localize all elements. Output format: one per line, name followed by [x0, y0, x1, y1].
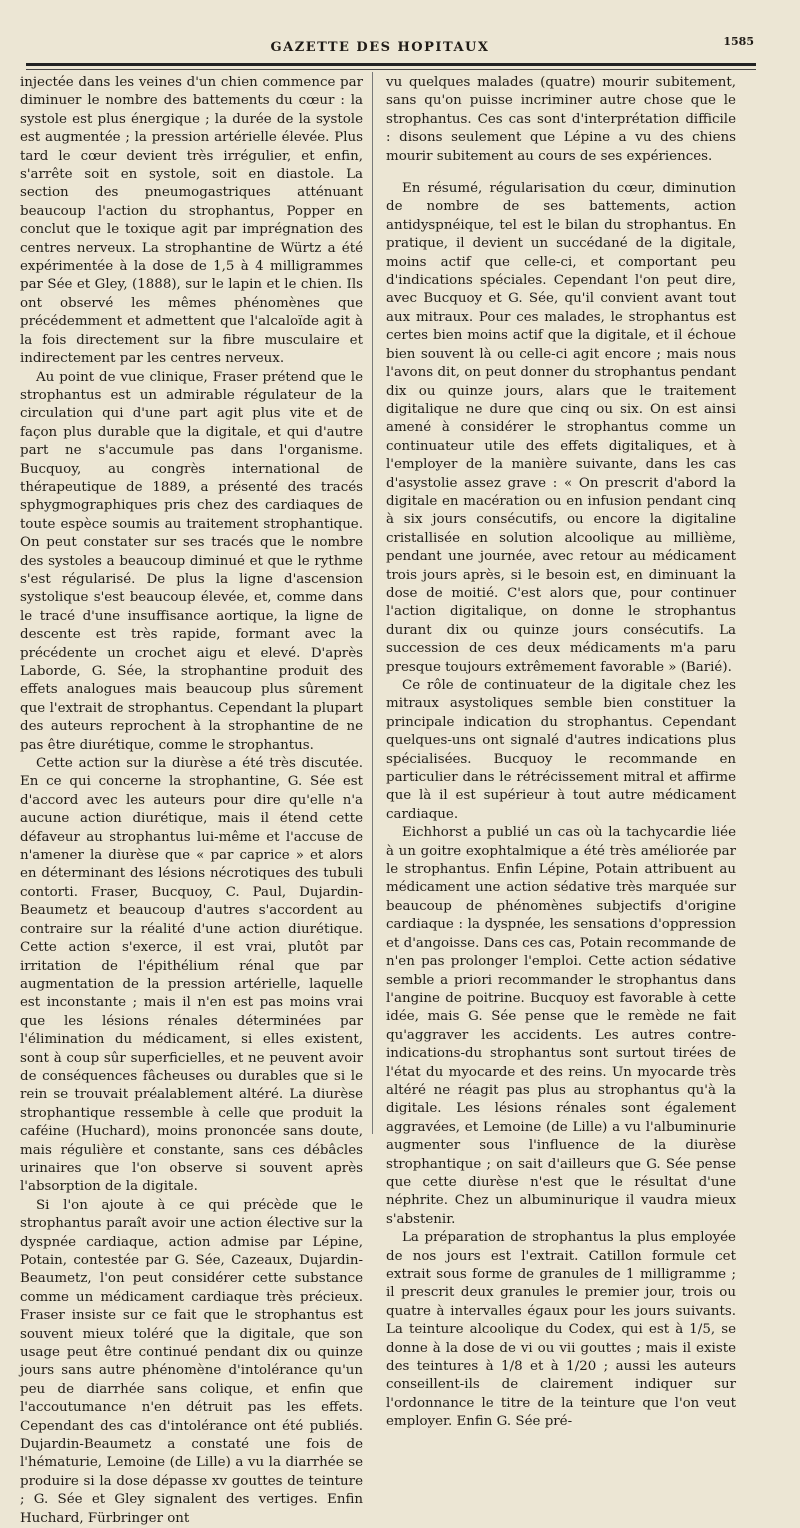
page-header-title: GAZETTE DES HOPITAUX	[270, 40, 490, 55]
paragraph: La préparation de strophantus la plus employée de nos jours est l'extrait. Catillon formule cet extrait sous forme de granules de 1 milligramme ; il prescrit deux granules le premier jour, trois ou quatre à intervalles égaux pour les jours suivants. La teinture alcoolique du Codex, qui est à 1/5, se donne à la dose de vi ou vii gouttes ; mais il existe des teintures à 1/8 et à 1/20 ; aussi les auteurs conseillent-ils de clairement indiquer sur l'ordonnance le titre de la teinture que l'on veut employer. Enfin G. Sée pré-	[386, 1230, 736, 1430]
paragraph: Au point de vue clinique, Fraser prétend que le strophantus est un admirable régulateur de la circulation qui d'une part agit plus vite et de façon plus durable que la digitale, et qui d'autre part ne s'accumule pas dans l'organisme. Bucquoy, au congrès international de thérapeutique de 1889, a présenté des tracés sphygmographiques pris chez des cardiaques de toute espèce soumis au traitement strophantique. On peut constater sur ses tracés que le nombre des systoles a beaucoup diminué et que le rythme s'est régularisé. De plus la ligne d'ascension systolique s'est beaucoup élevée, et, comme dans le tracé d'une insuffisance aortique, la ligne de descente est très rapide, formant avec la précédente un crochet aigu et elevé. D'après Laborde, G. Sée, la strophantine produit des effets analogues mais beaucoup plus sûrement que l'extrait de strophantus. Cependant la plupart des auteurs reprochent à la strophantine de ne pas être diurétique, comme le strophantus.	[20, 369, 363, 753]
paragraph: Cette action sur la diurèse a été très discutée. En ce qui concerne la strophantine, G. Sée est d'accord avec les auteurs pour dire qu'elle n'a aucune action diurétique, mais il étend cette défaveur au strophantus lui-même et l'accuse de n'amener la diurèse que « par caprice » et alors en déterminant des lésions nécrotiques des tubuli contorti. Fraser, Bucquoy, C. Paul, Dujardin-Beaumetz et beaucoup d'autres s'accordent au contraire sur la réalité d'une action diurétique. Cette action s'exerce, il est vrai, plutôt par irritation de l'épithélium rénal que par augmentation de la pression artérielle, laquelle est inconstante ; mais il n'en est pas moins vrai que les lésions rénales déterminées par l'élimination du médicament, si elles existent, sont à coup sûr superficielles, et ne peuvent avoir de conséquences fâcheuses ou durables que si le rein se trouvait préalablement altéré. La diurèse strophantique ressemble à celle que produit la caféine (Huchard), moins prononcée sans doute, mais régulière et constante, sans ces débâcles urinaires que l'on observe si souvent après l'absorption de la digitale.	[20, 756, 363, 1195]
header-rule-thin	[26, 69, 756, 70]
page-number: 1585	[723, 35, 754, 48]
paragraph: vu quelques malades (quatre) mourir subitement, sans qu'on puisse incriminer autre chose que le strophantus. Ces cas sont d'interprétation difficile : disons seulement que Lépine a vu des chiens mourir subitement au cours de ses expériences.	[386, 75, 736, 164]
paragraph: injectée dans les veines d'un chien commence par diminuer le nombre des battements du cœur : la systole est plus énergique ; la durée de la systole est augmentée ; la pression artérielle élevée. Plus tard le cœur devient très irrégulier, et enfin, s'arrête soit en systole, soit en diastole. La section des pneumogastriques atténuant beaucoup l'action du strophantus, Popper en conclut que le toxique agit par imprégnation des centres nerveux. La strophantine de Würtz a été expérimentée à la dose de 1,5 à 4 milligrammes par Sée et Gley, (1888), sur le lapin et le chien. Ils ont observé les mêmes phénomènes que précédemment et admettent que l'alcaloïde agit à la fois directement sur la fibre musculaire et indirectement par les centres nerveux.	[20, 75, 363, 367]
right-column	[386, 74, 736, 1430]
paragraph: Si l'on ajoute à ce qui précède que le strophantus paraît avoir une action élective sur la dyspnée cardiaque, action admise par Lépine, Potain, contestée par G. Sée, Cazeaux, Dujardin-Beaumetz, l'on peut considérer cette substance comme un médicament cardiaque très précieux. Fraser insiste sur ce fait que le strophantus est souvent mieux toléré que la digitale, que son usage peut être continué pendant dix ou quinze jours sans autre phénomène d'intolérance qu'un peu de diarrhée sans colique, et enfin que l'accoutumance n'en détruit pas les effets. Cependant des cas d'intolérance ont été publiés. Dujardin-Beaumetz a constaté une fois de l'hématurie, Lemoine (de Lille) a vu la diarrhée se produire si la dose dépasse xv gouttes de teinture ; G. Sée et Gley signalent des vertiges. Enfin Huchard, Fürbringer ont	[20, 1197, 363, 1526]
header-rule-thick	[26, 63, 756, 66]
column-divider	[372, 72, 373, 1134]
paragraph: Eichhorst a publié un cas où la tachycardie liée à un goitre exophtalmique a été très améliorée par le strophantus. Enfin Lépine, Potain attribuent au médicament une action sédative très marquée sur beaucoup de phénomènes subjectifs d'origine cardiaque : la dyspnée, les sensations d'oppression et d'angoisse. Dans ces cas, Potain recommande de n'en pas prolonger l'emploi. Cette action sédative semble a priori recommander le strophantus dans l'angine de poitrine. Bucquoy est favorable à cette idée, mais G. Sée pense que le remède ne fait qu'aggraver les accidents. Les autres contre-indications-du strophantus sont surtout tirées de l'état du myocarde et des reins. Un myocarde très altéré ne réagit pas plus au strophantus qu'à la digitale. Les lésions rénales sont également aggravées, et Lemoine (de Lille) a vu l'albuminurie augmenter sous l'influence de la diurèse strophantique ; on sait d'ailleurs que G. Sée pense que cette diurèse n'est que le résultat d'une néphrite. Chez un albuminurique il vaudra mieux s'abstenir.	[386, 825, 736, 1227]
paragraph: Ce rôle de continuateur de la digitale chez les mitraux asystoliques semble bien constituer la principale indication du strophantus. Cependant quelques-uns ont signalé d'autres indications plus spécialisées. Bucquoy le recommande en particulier dans le rétrécissement mitral et affirme que là il est supérieur à tout autre médicament cardiaque.	[386, 678, 736, 822]
left-column	[20, 74, 363, 1526]
paragraph: En résumé, régularisation du cœur, diminution de nombre de ses battements, action antidyspnéique, tel est le bilan du strophantus. En pratique, il devient un succédané de la digitale, moins actif que celle-ci, et comportant peu d'indications spéciales. Cependant l'on peut dire, avec Bucquoy et G. Sée, qu'il convient avant tout aux mitraux. Pour ces malades, le strophantus est certes bien moins actif que la digitale, et il échoue bien souvent là ou celle-ci agit encore ; mais nous l'avons dit, on peut donner du strophantus pendant dix ou quinze jours, alars que le traitement digitalique ne dure que cinq ou six. On est ainsi amené à considérer le strophantus comme un continuateur utile des effets digitaliques, et à l'employer de la manière suivante, dans les cas d'asystolie assez grave : « On prescrit d'abord la digitale en macération ou en infusion pendant cinq à six jours consécutifs, ou encore la digitaline cristallisée en solution alcoolique au millième, pendant une journée, avec retour au médicament trois jours après, si le besoin est, en diminuant la dose de moitié. C'est alors que, pour continuer l'action digitalique, on donne le strophantus durant dix ou quinze jours consécutifs. La succession de ces deux médicaments m'a paru presque toujours extrêmement favorable » (Barié).	[386, 181, 736, 675]
